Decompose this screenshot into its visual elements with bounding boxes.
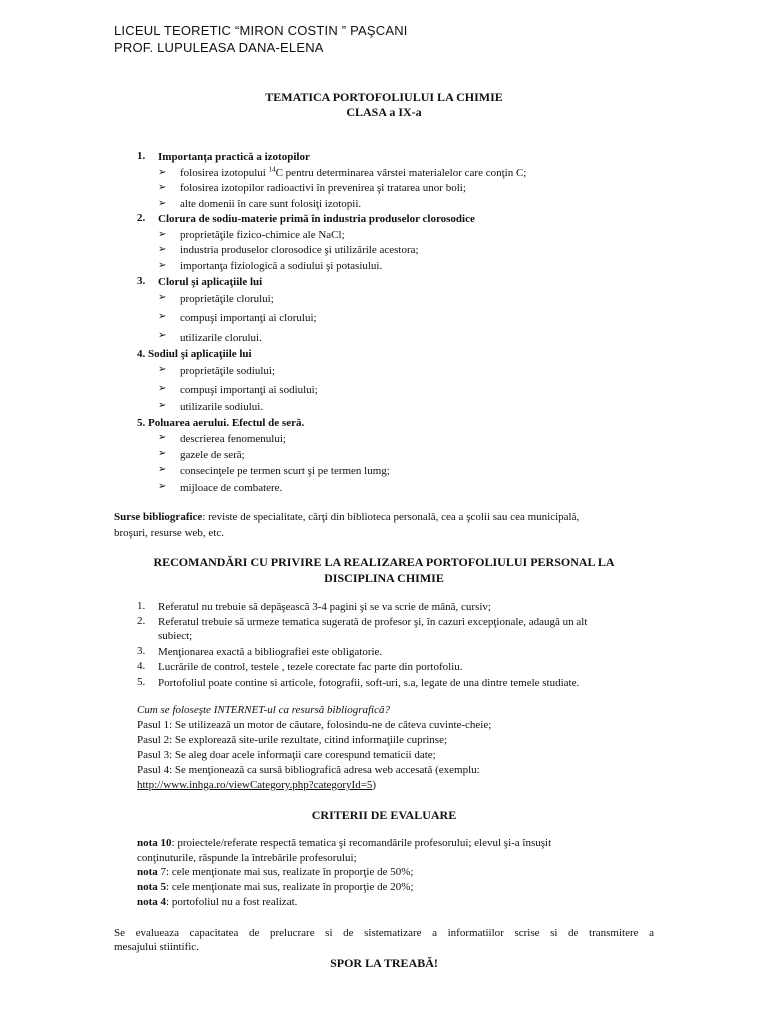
bibliographic-sources-cont: broşuri, resurse web, etc. [114, 527, 224, 539]
topic-3-item-3: utilizarile clorului. [180, 332, 262, 344]
arrow-bullet-icon: ➢ [158, 292, 167, 303]
arrow-bullet-icon: ➢ [158, 311, 167, 322]
internet-step-3: Pasul 3: Se aleg doar acele informaţii care corespund tematicii date; [137, 749, 436, 761]
criteria-nota-5: nota 5: cele menţionate mai sus, realizate în proporţie de 20%; [137, 881, 414, 893]
topic-1-item-1: folosirea izotopului $^{14}$C pentru determinarea vârstei materialelor care conţin C; [180, 165, 527, 179]
arrow-bullet-icon: ➢ [158, 464, 167, 475]
topic-4-item-3: utilizarile sodiului. [180, 401, 264, 413]
rec-3-number: 3. [137, 645, 146, 657]
topic-3-item-1: proprietăţile clorului; [180, 293, 274, 305]
arrow-bullet-icon: ➢ [158, 167, 167, 178]
arrow-bullet-icon: ➢ [158, 364, 167, 375]
topic-1-item-2: folosirea izotopilor radioactivi în prevenirea şi tratarea unor boli; [180, 182, 466, 194]
recommendations-title-2: DISCIPLINA CHIMIE [324, 571, 444, 585]
topic-5-item-2: gazele de seră; [180, 449, 245, 461]
criteria-nota-4: nota 4: portofoliul nu a fost realizat. [137, 896, 298, 908]
arrow-bullet-icon: ➢ [158, 432, 167, 443]
topic-3-number: 3. [137, 275, 146, 287]
topic-4-item-1: proprietăţile sodiului; [180, 365, 276, 377]
topic-5-item-4: mijloace de combatere. [180, 482, 283, 494]
internet-question: Cum se foloseşte INTERNET-ul ca resursă bibliografică? [137, 704, 390, 716]
topic-1-item-3: alte domenii în care sunt folosiţi izotopii. [180, 198, 362, 210]
arrow-bullet-icon: ➢ [158, 244, 167, 255]
topic-4-item-2: compuşi importanţi ai sodiului; [180, 384, 318, 396]
internet-step-2: Pasul 2: Se explorează site-urile rezultate, citind informaţiile cuprinse; [137, 734, 448, 746]
rec-2-text-cont: subiect; [158, 630, 193, 642]
criteria-nota-7: nota 7: cele menţionate mai sus, realizate în proporţie de 50%; [137, 866, 414, 878]
arrow-bullet-icon: ➢ [158, 330, 167, 341]
topic-2-item-3: importanţa fiziologică a sodiului şi potasiului. [180, 260, 383, 272]
page-subtitle: CLASA a IX-a [346, 105, 422, 119]
arrow-bullet-icon: ➢ [158, 383, 167, 394]
topic-3-item-2: compuşi importanţi ai clorului; [180, 312, 317, 324]
topic-5-item-1: descrierea fenomenului; [180, 433, 286, 445]
topic-5-item-3: consecinţele pe termen scurt şi pe termen lumg; [180, 465, 390, 477]
topic-2-title: Clorura de sodiu-materie primă în industria produselor clorosodice [158, 213, 475, 225]
rec-5-text: Portofoliul poate contine si articole, fotografii, soft-uri, s.a, legate de una dintre temele studiate. [158, 677, 580, 689]
arrow-bullet-icon: ➢ [158, 481, 167, 492]
rec-1-number: 1. [137, 600, 146, 612]
criteria-nota-10-cont: conţinuturile, răspunde la întrebările profesorului; [137, 852, 357, 864]
arrow-bullet-icon: ➢ [158, 182, 167, 193]
closing-final: SPOR LA TREABĂ! [330, 956, 438, 970]
arrow-bullet-icon: ➢ [158, 260, 167, 271]
topic-4-title: 4. Sodiul şi aplicaţiile lui [137, 348, 252, 360]
rec-1-text: Referatul nu trebuie să depăşească 3-4 pagini şi se va scrie de mână, cursiv; [158, 601, 491, 613]
rec-3-text: Menţionarea exactă a bibliografiei este obligatorie. [158, 646, 383, 658]
arrow-bullet-icon: ➢ [158, 400, 167, 411]
recommendations-title: RECOMANDĂRI CU PRIVIRE LA REALIZAREA PORTOFOLIULUI PERSONAL LA [153, 555, 615, 569]
internet-step-1: Pasul 1: Se utilizează un motor de căutare, folosindu-ne de câteva cuvinte-cheie; [137, 719, 492, 731]
criteria-nota-10: nota 10: proiectele/referate respectă tematica şi recomandările profesorului; elevul şi-a însuşit [137, 837, 552, 849]
teacher-name: PROF. LUPULEASA DANA-ELENA [114, 40, 324, 55]
topic-5-title: 5. Poluarea aerului. Efectul de seră. [137, 417, 305, 429]
closing-text: Se evalueaza capacitatea de prelucrare si de sistematizare a informatiilor scrise si de transmitere a [114, 927, 654, 939]
rec-4-text: Lucrările de control, testele , tezele corectate fac parte din portofoliu. [158, 661, 463, 673]
closing-text-cont: mesajului stiintific. [114, 941, 199, 953]
topic-2-item-2: industria produselor clorosodice şi utilizările acestora; [180, 244, 419, 256]
topic-3-title: Clorul şi aplicaţiile lui [158, 276, 263, 288]
topic-1-title: Importanţa practică a izotopilor [158, 151, 310, 163]
topic-2-number: 2. [137, 212, 146, 224]
page-title: TEMATICA PORTOFOLIULUI LA CHIMIE [265, 90, 503, 104]
internet-step-4: Pasul 4: Se menţionează ca sursă bibliografică adresa web accesată (exemplu: [137, 764, 480, 776]
topic-2-item-1: proprietăţile fizico-chimice ale NaCl; [180, 229, 345, 241]
arrow-bullet-icon: ➢ [158, 448, 167, 459]
rec-2-number: 2. [137, 615, 146, 627]
internet-example-link-line: http://www.inhga.ro/viewCategory.php?categoryId=5) [137, 779, 377, 791]
rec-2-text: Referatul trebuie să urmeze tematica sugerată de profesor şi, în cazuri excepţionale, adaugă un alt [158, 616, 588, 628]
school-name: LICEUL TEORETIC “MIRON COSTIN ” PAŞCANI [114, 23, 408, 38]
criteria-title: CRITERII DE EVALUARE [311, 808, 457, 822]
arrow-bullet-icon: ➢ [158, 198, 167, 209]
topic-1-number: 1. [137, 150, 146, 162]
bibliographic-sources: Surse bibliografice: reviste de specialitate, cărţi din biblioteca personală, cea a şcolii sau cea municipală, [114, 511, 580, 523]
rec-5-number: 5. [137, 676, 146, 688]
arrow-bullet-icon: ➢ [158, 229, 167, 240]
rec-4-number: 4. [137, 660, 146, 672]
example-link[interactable]: http://www.inhga.ro/viewCategory.php?categoryId=5 [137, 779, 373, 791]
